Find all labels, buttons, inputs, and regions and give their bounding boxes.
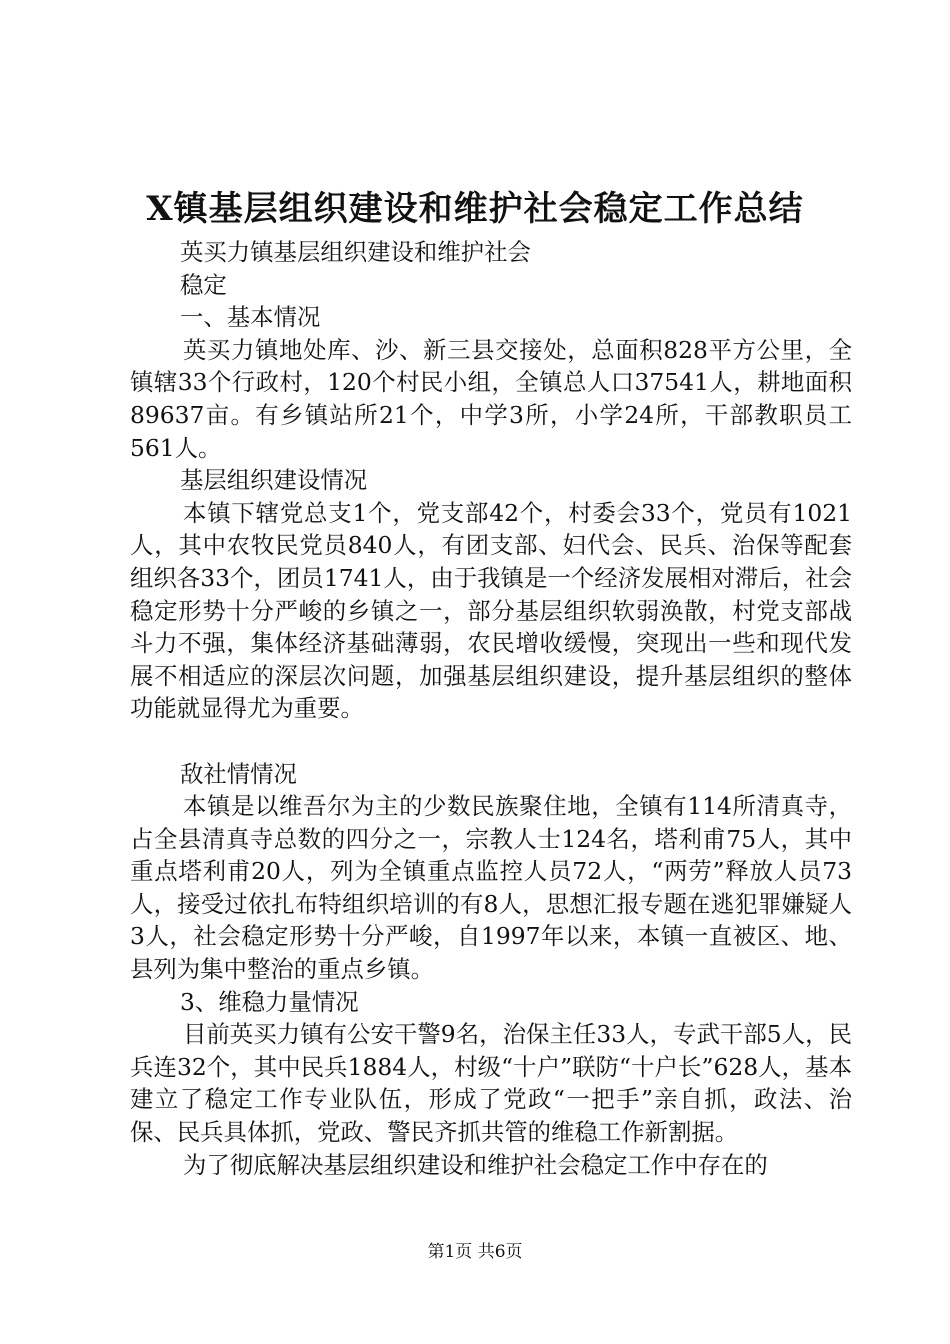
document-body bbox=[130, 236, 852, 1181]
paragraph-stability: 目前英买力镇有公安干警9名，治保主任33人，专武干部5人，民兵连32个，其中民兵1884人，村级“十户”联防“十户长”628人，基本建立了稳定工作专业队伍，形成了党政“一把手”亲自抓，政法、治保、民兵具体抓，党政、警民齐抓共管的维稳工作新割据。 bbox=[130, 1020, 852, 1147]
subtitle-line-1: 英买力镇基层组织建设和维护社会 bbox=[180, 238, 531, 266]
paragraph-basic-info: 英买力镇地处库、沙、新三县交接处，总面积828平方公里，全镇辖33个行政村，120个村民小组，全镇总人口37541人，耕地面积89637亩。有乡镇站所21个，中学3所，小学24所，干部教职员工561人。 bbox=[130, 335, 852, 462]
section-heading-basic: 一、基本情况 bbox=[180, 303, 321, 332]
paragraph-organization: 本镇下辖党总支1个，党支部42个，村委会33个，党员有1021人，其中农牧民党员840人，有团支部、妇代会、民兵、治保等配套组织各33个，团员1741人，由于我镇是一个经济发展相对滞后，社会稳定形势十分严峻的乡镇之一，部分基层组织软弱涣散，村党支部战斗力不强，集体经济基础薄弱，农民增收缓慢，突现出一些和现代发展不相适应的深层次问题，加强基层组织建设，提升基层组织的整体功能就显得尤为重要。 bbox=[130, 498, 852, 723]
subtitle-line-2: 稳定 bbox=[180, 270, 227, 299]
paragraph-spacer bbox=[130, 725, 852, 758]
section-heading-social: 敌社情情况 bbox=[180, 759, 297, 788]
page-footer: 第1页 共6页 bbox=[427, 1242, 523, 1262]
paragraph-closing: 为了彻底解决基层组织建设和维护社会稳定工作中存在的 bbox=[183, 1150, 768, 1179]
section-heading-organization: 基层组织建设情况 bbox=[180, 466, 368, 495]
section-heading-stability: 3、维稳力量情况 bbox=[180, 987, 359, 1016]
paragraph-social: 本镇是以维吾尔为主的少数民族聚住地，全镇有114所清真寺，占全县清真寺总数的四分之一，宗教人士124名，塔利甫75人，其中重点塔利甫20人，列为全镇重点监控人员72人，“两劳”释放人员73人，接受过依扎布特组织培训的有8人，思想汇报专题在逃犯罪嫌疑人3人，社会稳定形势十分严峻，自1997年以来，本镇一直被区、地、县列为集中整治的重点乡镇。 bbox=[130, 792, 852, 984]
document-title: X镇基层组织建设和维护社会稳定工作总结 bbox=[146, 189, 804, 229]
